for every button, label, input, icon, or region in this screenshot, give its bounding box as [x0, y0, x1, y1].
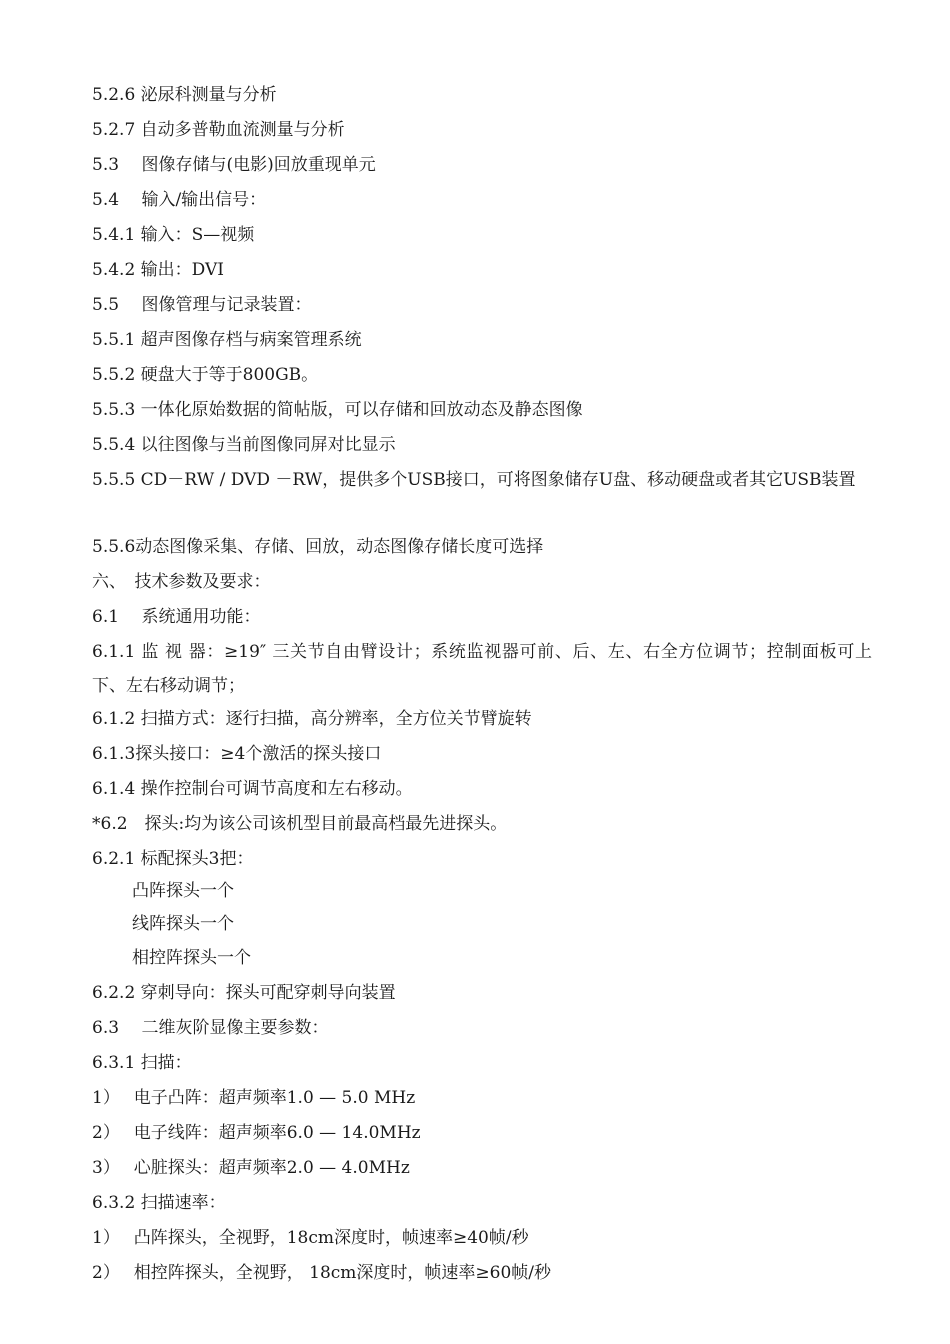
line-6-1-3: 6.1.3探头接口：≥4个激活的探头接口: [92, 744, 382, 764]
line-6-1: 6.1 系统通用功能：: [92, 607, 261, 627]
probe-item-linear: 线阵探头一个: [132, 914, 234, 934]
line-6-2: *6.2 探头:均为该公司该机型目前最高档最先进探头。: [92, 814, 508, 834]
line-6-1-2: 6.1.2 扫描方式：逐行扫描，高分辨率，全方位关节臂旋转: [92, 709, 532, 729]
line-5-5: 5.5 图像管理与记录装置：: [92, 295, 312, 315]
line-5-5-6: 5.5.6动态图像采集、存储、回放，动态图像存储长度可选择: [92, 537, 544, 557]
frame-rate-item-2: 2） 相控阵探头，全视野， 18cm深度时，帧速率≥60帧/秒: [92, 1263, 551, 1283]
line-6-2-2: 6.2.2 穿刺导向：探头可配穿刺导向装置: [92, 983, 396, 1003]
line-5-5-4: 5.5.4 以往图像与当前图像同屏对比显示: [92, 435, 396, 455]
line-6-3: 6.3 二维灰阶显像主要参数：: [92, 1018, 329, 1038]
probe-item-convex: 凸阵探头一个: [132, 881, 234, 901]
line-5-4: 5.4 输入/输出信号：: [92, 190, 267, 210]
line-6-1-4: 6.1.4 操作控制台可调节高度和左右移动。: [92, 779, 413, 799]
heading-section-6: 六、 技术参数及要求：: [92, 572, 271, 592]
scan-item-3: 3） 心脏探头：超声频率2.0 — 4.0MHz: [92, 1158, 410, 1178]
line-5-5-5: 5.5.5 CD－RW / DVD －RW，提供多个USB接口，可将图象储存U盘、移动硬盘或者其它USB装置: [92, 470, 856, 490]
line-6-2-1: 6.2.1 标配探头3把：: [92, 849, 254, 869]
line-5-4-2: 5.4.2 输出：DVI: [92, 260, 224, 280]
line-5-3: 5.3 图像存储与(电影)回放重现单元: [92, 155, 376, 175]
line-6-1-1: 6.1.1 监 视 器：≥19″ 三关节自由臂设计；系统监视器可前、后、左、右全方位调节；控制面板可上下、左右移动调节；: [92, 642, 872, 696]
scan-item-2: 2） 电子线阵：超声频率6.0 — 14.0MHz: [92, 1123, 421, 1143]
frame-rate-item-1: 1） 凸阵探头，全视野，18cm深度时，帧速率≥40帧/秒: [92, 1228, 529, 1248]
line-5-5-1: 5.5.1 超声图像存档与病案管理系统: [92, 330, 362, 350]
line-6-3-1: 6.3.1 扫描：: [92, 1053, 192, 1073]
line-5-2-6: 5.2.6 泌尿科测量与分析: [92, 85, 277, 105]
line-6-3-2: 6.3.2 扫描速率：: [92, 1193, 226, 1213]
line-5-4-1: 5.4.1 输入：S—视频: [92, 225, 255, 245]
scan-item-1: 1） 电子凸阵：超声频率1.0 — 5.0 MHz: [92, 1088, 416, 1108]
line-5-2-7: 5.2.7 自动多普勒血流测量与分析: [92, 120, 345, 140]
probe-item-phased: 相控阵探头一个: [132, 948, 251, 968]
line-5-5-2: 5.5.2 硬盘大于等于800GB。: [92, 365, 319, 385]
line-5-5-3: 5.5.3 一体化原始数据的简帖版，可以存储和回放动态及静态图像: [92, 400, 583, 420]
